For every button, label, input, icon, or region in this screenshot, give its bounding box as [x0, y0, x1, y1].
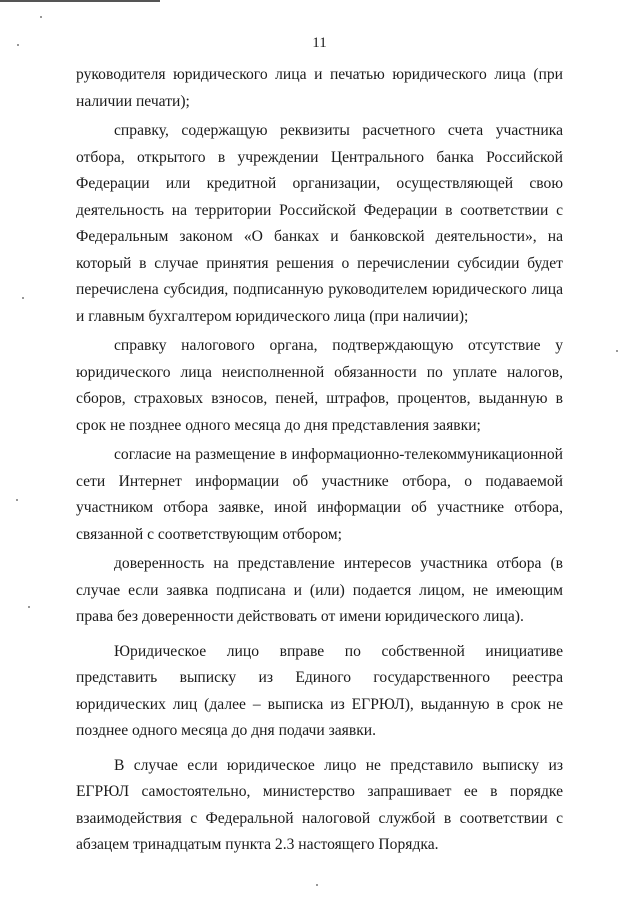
scan-speck: [28, 606, 30, 608]
scan-speck: [16, 499, 18, 501]
document-body: [76, 62, 563, 862]
scan-edge-line: [0, 0, 160, 2]
scan-speck: [40, 16, 42, 18]
paragraph-signature-continuation: руководителя юридического лица и печатью юридического лица (при наличии печати);: [76, 66, 563, 110]
paragraph-publication-consent: согласие на размещение в информационно-телекоммуникационной сети Интернет информации об участнике отбора, о подаваемой участником отбора заявке, иной информации об участнике отбора, связанной с соответствующим отбором;: [76, 446, 563, 543]
paragraph-tax-certificate: справку налогового органа, подтверждающую отсутствие у юридического лица неисполненной обязанности по уплате налогов, сборов, страховых взносов, пеней, штрафов, процентов, выданную в срок не позднее одного месяца до дня представления заявки;: [76, 337, 563, 434]
scan-speck: [22, 297, 24, 299]
scan-speck: [316, 884, 318, 886]
page-number: 11: [312, 35, 327, 51]
paragraph-ministry-request: В случае если юридическое лицо не представило выписку из ЕГРЮЛ самостоятельно, министерство запрашивает ее в порядке взаимодействия с Федеральной налоговой службой в соответствии с абзацем тринадцатым пункта 2.3 настоящего Порядка.: [76, 756, 563, 853]
paragraph-bank-account-certificate: справку, содержащую реквизиты расчетного счета участника отбора, открытого в учреждении Центрального банка Российской Федерации или кредитной организации, осуществляющей свою деятельность на территории Российской Федерации в соответствии с Федеральным законом «О банках и банковской деятельности», на который в случае принятия решения о перечислении субсидии будет перечислена субсидия, подписанную руководителем юридического лица и главным бухгалтером юридического лица (при наличии);: [76, 122, 563, 325]
paragraph-egrul-extract: Юридическое лицо вправе по собственной инициативе представить выписку из Единого государственного реестра юридических лиц (далее – выписка из ЕГРЮЛ), выданную в срок не позднее одного месяца до дня подачи заявки.: [76, 642, 563, 739]
paragraph-power-of-attorney: доверенность на представление интересов участника отбора (в случае если заявка подписана и (или) подается лицом, не имеющим права без доверенности действовать от имени юридического лица).: [76, 555, 563, 625]
scan-speck: [616, 350, 618, 352]
